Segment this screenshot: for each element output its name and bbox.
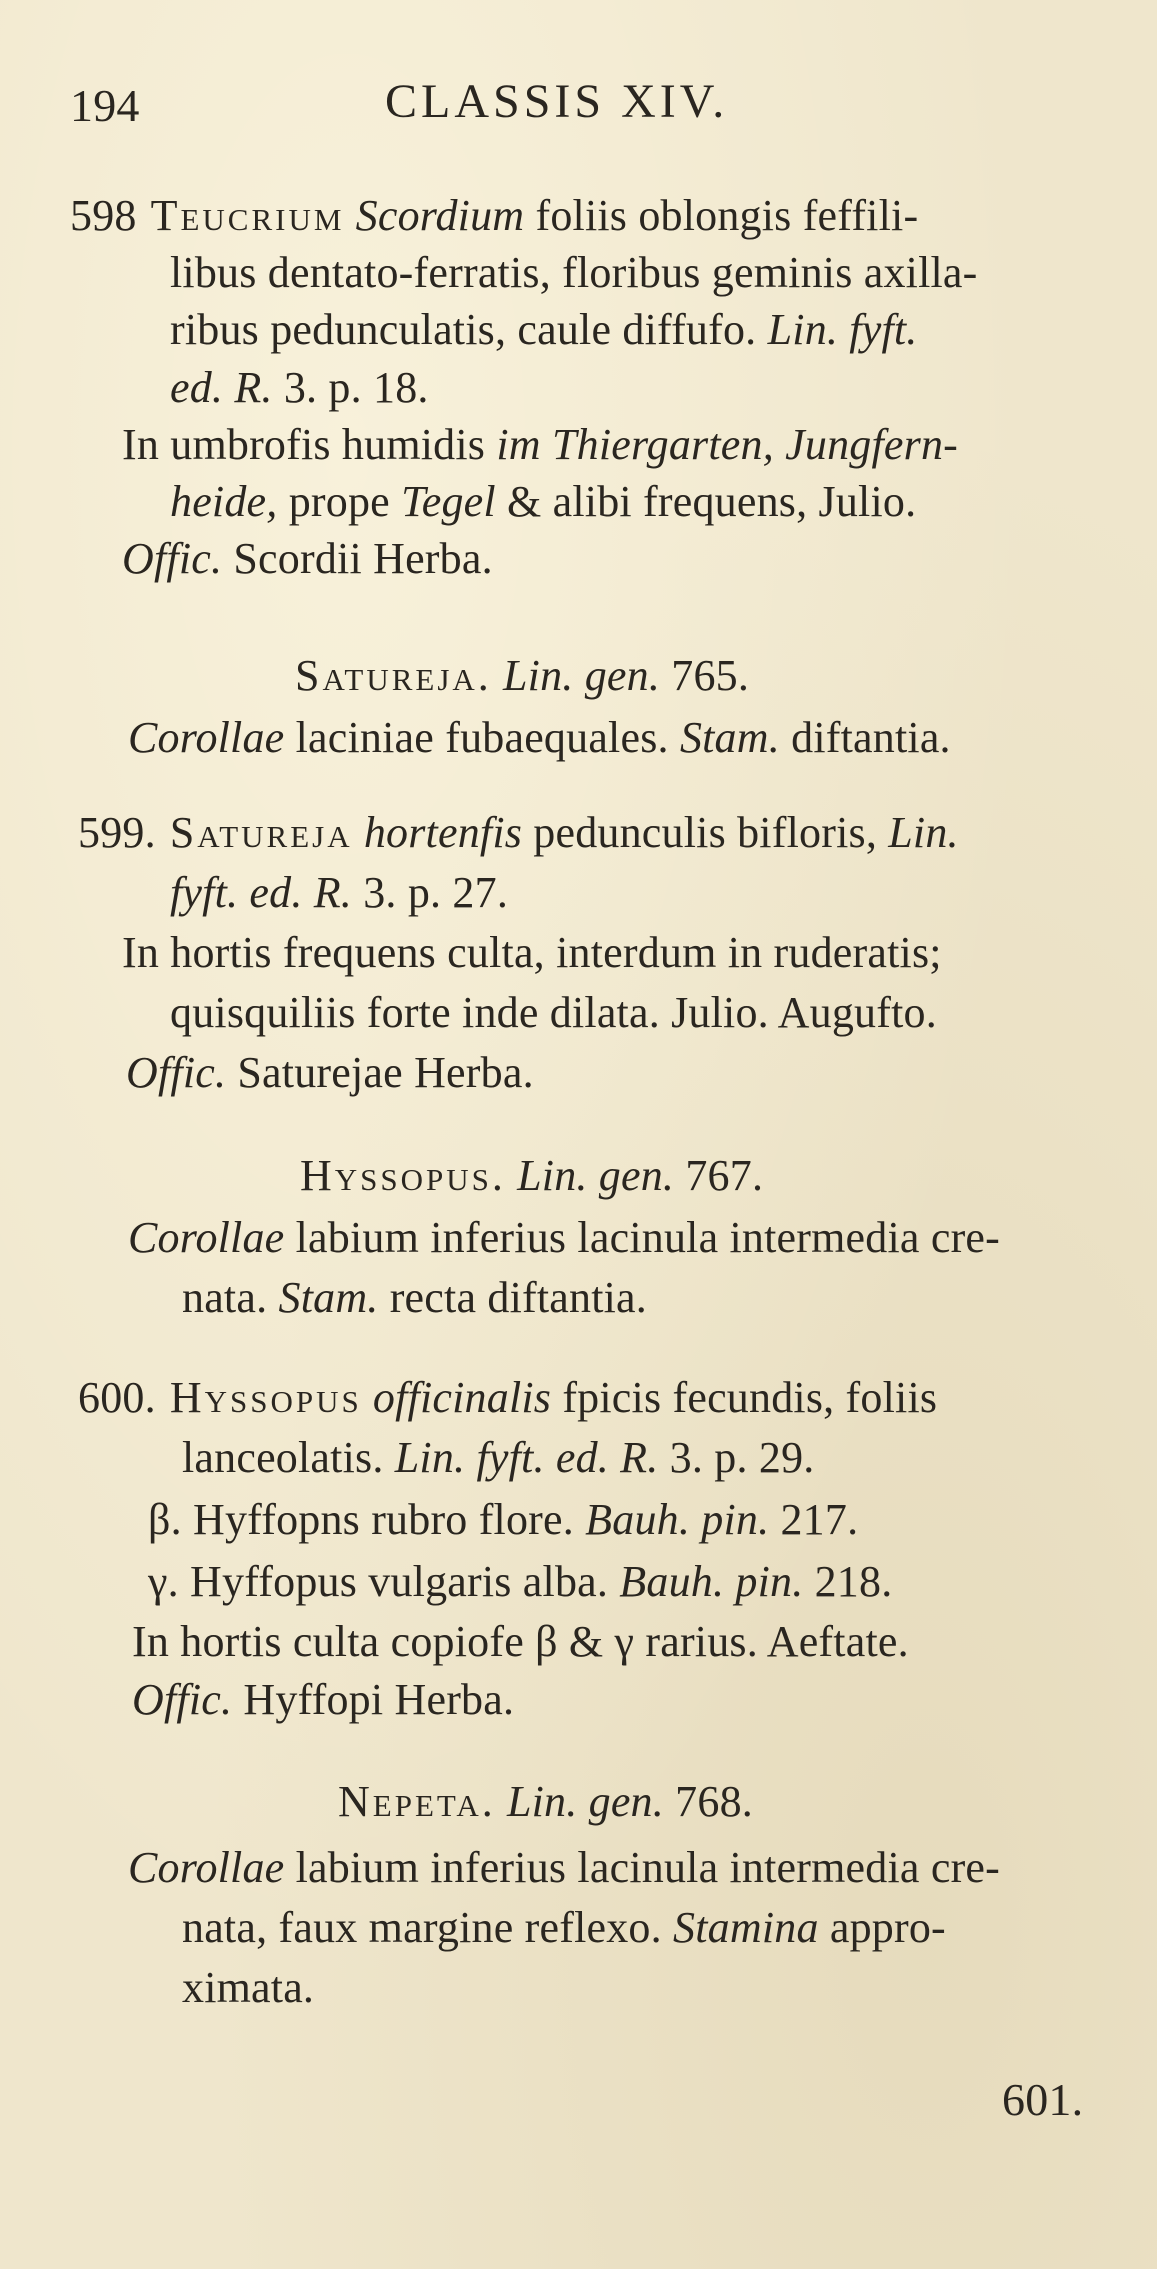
- description-text: lanceolatis.: [182, 1433, 384, 1482]
- genus-name: Hyssopus.: [300, 1151, 506, 1200]
- entry-600-line-4: [148, 1554, 892, 1610]
- reference: Lin. fyft. ed. R.: [394, 1433, 659, 1482]
- description-text: labium inferius lacinula intermedia cre-: [295, 1843, 1000, 1892]
- genus-heading-satureja: [295, 648, 749, 704]
- entry-600-line-6: [132, 1672, 514, 1728]
- page-ref: 3. p. 18.: [283, 363, 429, 412]
- offic-text: Saturejae Herba.: [237, 1048, 534, 1097]
- species-name: officinalis: [372, 1373, 552, 1422]
- description-text: ribus pedunculatis, caule diffufo.: [170, 305, 757, 354]
- page-ref: 3. p. 27.: [363, 868, 509, 917]
- description-text: nata.: [182, 1273, 268, 1322]
- genus-name: Nepeta.: [338, 1777, 496, 1826]
- entry-598-line-6: [170, 474, 916, 530]
- species-name: hortenfis: [363, 808, 523, 857]
- reference: fyft. ed. R.: [170, 868, 353, 917]
- description-text: diftantia.: [791, 713, 951, 762]
- habitat-text: & alibi frequens, Julio.: [507, 477, 917, 526]
- locality: Tegel: [401, 477, 496, 526]
- genus-satureja-line-2: [128, 710, 951, 766]
- term: Corollae: [128, 1213, 285, 1262]
- page-ref: 217.: [780, 1495, 859, 1544]
- genus-heading-nepeta: [338, 1774, 753, 1830]
- description-text: recta diftantia.: [389, 1273, 647, 1322]
- description-text: laciniae fubaequales.: [295, 713, 669, 762]
- term: Corollae: [128, 1843, 285, 1892]
- entry-598-line-7: [122, 531, 493, 587]
- genus-nepeta-line-4: ximata.: [182, 1963, 315, 2012]
- catchword: 601.: [1002, 2074, 1084, 2125]
- description-text: labium inferius lacinula intermedia cre-: [295, 1213, 1000, 1262]
- description-text: foliis oblongis feffili-: [535, 191, 919, 240]
- entry-number: 599.: [78, 808, 156, 857]
- genus-hyssopus-line-2: [128, 1210, 1000, 1266]
- page-ref: 3. p. 29.: [669, 1433, 815, 1482]
- entry-number: 598: [70, 191, 137, 240]
- genus-name: Satureja.: [295, 651, 492, 700]
- offic-label: Offic.: [122, 534, 223, 583]
- habitat-text: prope: [288, 477, 390, 526]
- reference: Lin. gen.: [503, 651, 661, 700]
- entry-599-line-4: quisquiliis forte inde dilata. Julio. Augufto.: [170, 988, 937, 1037]
- genus-number: 768.: [675, 1777, 753, 1826]
- description-text: nata, faux margine reflexo.: [182, 1903, 662, 1952]
- reference: Lin. gen.: [506, 1777, 664, 1826]
- entry-600-line-5: In hortis culta copiofe β & γ rarius. Aeftate.: [132, 1617, 909, 1666]
- offic-label: Offic.: [132, 1675, 233, 1724]
- genus-name: Hyssopus: [169, 1373, 362, 1422]
- description-text: pedunculis bifloris,: [533, 808, 878, 857]
- term: Stam.: [679, 713, 780, 762]
- genus-name: Satureja: [169, 808, 353, 857]
- reference: Lin. fyft.: [767, 305, 918, 354]
- entry-598-line-3: [170, 302, 918, 358]
- entry-600-line-3: [148, 1492, 858, 1548]
- entry-599-line-5: [126, 1045, 534, 1101]
- locality: im Thiergarten, Jungfern-: [496, 420, 958, 469]
- genus-number: 767.: [685, 1151, 764, 1200]
- genus-nepeta-line-3: [182, 1900, 946, 1956]
- genus-number: 765.: [671, 651, 750, 700]
- genus-name: Teucrium: [150, 191, 345, 240]
- page-ref: 218.: [814, 1557, 893, 1606]
- entry-599-line-1: [78, 805, 959, 861]
- variety-text: β. Hyffopns rubro flore.: [148, 1495, 574, 1544]
- variety-text: γ. Hyffopus vulgaris alba.: [148, 1557, 609, 1606]
- entry-598-line-4: [170, 360, 429, 416]
- genus-hyssopus-line-3: [182, 1270, 647, 1326]
- reference: Bauh. pin.: [619, 1557, 804, 1606]
- habitat-text: In umbrofis humidis: [122, 420, 486, 469]
- reference: Bauh. pin.: [585, 1495, 770, 1544]
- term: Corollae: [128, 713, 285, 762]
- reference: Lin. gen.: [517, 1151, 675, 1200]
- reference: ed. R.: [170, 363, 273, 412]
- entry-599-line-2: [170, 865, 508, 921]
- entry-number: 600.: [78, 1373, 156, 1422]
- offic-text: Hyffopi Herba.: [243, 1675, 515, 1724]
- genus-nepeta-line-2: [128, 1840, 1000, 1896]
- description-text: appro-: [829, 1903, 946, 1952]
- entry-598-line-5: [122, 417, 958, 473]
- running-title: CLASSIS XIV.: [385, 75, 729, 128]
- genus-heading-hyssopus: [300, 1148, 763, 1204]
- page-number: 194: [70, 80, 140, 131]
- entry-598-line-2: libus dentato-ferratis, floribus geminis axilla-: [170, 248, 978, 297]
- entry-598-line-1: [70, 188, 918, 244]
- term: Stam.: [278, 1273, 379, 1322]
- reference: Lin.: [888, 808, 959, 857]
- term: Stamina: [673, 1903, 819, 1952]
- locality: heide,: [170, 477, 278, 526]
- description-text: fpicis fecundis, foliis: [562, 1373, 938, 1422]
- offic-text: Scordii Herba.: [233, 534, 493, 583]
- offic-label: Offic.: [126, 1048, 227, 1097]
- entry-600-line-2: [182, 1430, 814, 1486]
- entry-599-line-3: In hortis frequens culta, interdum in ruderatis;: [122, 928, 942, 977]
- entry-600-line-1: [78, 1370, 937, 1426]
- species-name: Scordium: [355, 191, 525, 240]
